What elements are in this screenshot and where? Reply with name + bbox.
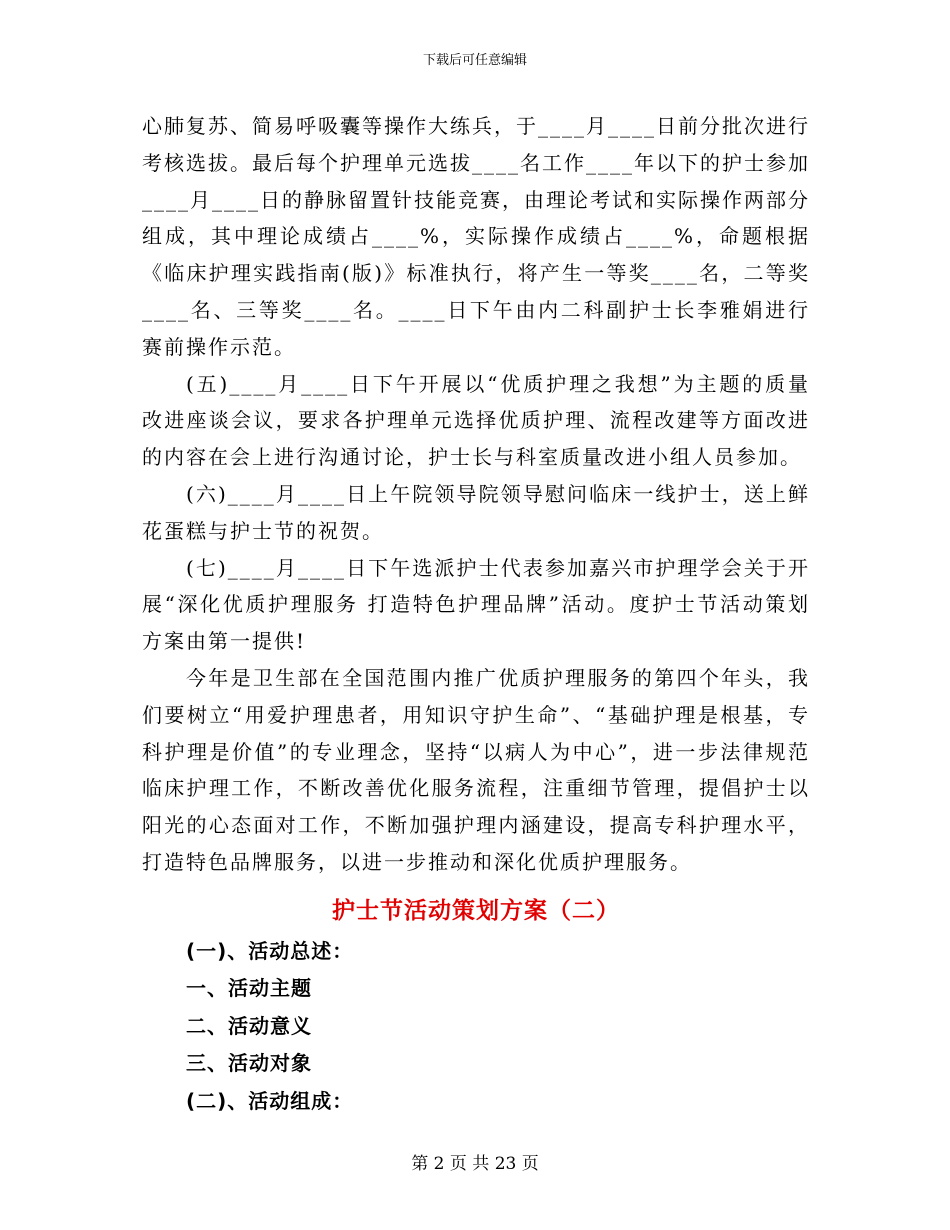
outline-item: (二)、活动组成： [186, 1088, 354, 1113]
document-body [142, 108, 810, 1120]
body-paragraph: (七)____月____日下午选派护士代表参加嘉兴市护理学会关于开展“深化优质护理服务 打造特色护理品牌”活动。度护士节活动策划方案由第一提供! [142, 555, 810, 654]
outline-item: 一、活动主题 [186, 976, 312, 1001]
page-number: 第 2 页 共 23 页 [411, 1154, 539, 1174]
body-paragraph: 心肺复苏、简易呼吸囊等操作大练兵，于____月____日前分批次进行考核选拔。最后每个护理单元选拔____名工作____年以下的护士参加____月____日的静脉留置针技能竞赛，由理论考试和实际操作两部分组成，其中理论成绩占____%，实际操作成绩占____%，命题根据《临床护理实践指南(版)》标准执行，将产生一等奖____名，二等奖____名、三等奖____名。____日下午由内二科副护士长李雅娟进行赛前操作示范。 [142, 114, 810, 359]
outline-item: (一)、活动总述： [186, 938, 354, 963]
outline-list [142, 933, 810, 1121]
section-title: 护士节活动策划方案（二） [332, 897, 620, 924]
body-paragraph: (五)____月____日下午开展以“优质护理之我想”为主题的质量改进座谈会议，要求各护理单元选择优质护理、流程改建等方面改进的内容在会上进行沟通讨论，护士长与科室质量改进小组人员参加。 [142, 371, 810, 470]
page-header: 下载后可任意编辑 [422, 53, 527, 68]
body-paragraph: 今年是卫生部在全国范围内推广优质护理服务的第四个年头，我们要树立“用爱护理患者，用知识守护生命”、“基础护理是根基，专科护理是价值”的专业理念，坚持“以病人为中心”，进一步法律规范临床护理工作，不断改善优化服务流程，注重细节管理，提倡护士以阳光的心态面对工作，不断加强护理内涵建设，提高专科护理水平，打造特色品牌服务，以进一步推动和深化优质护理服务。 [142, 665, 810, 874]
outline-item: 三、活动对象 [186, 1051, 312, 1076]
body-paragraph: (六)____月____日上午院领导院领导慰问临床一线护士，送上鲜花蛋糕与护士节的祝贺。 [142, 481, 810, 543]
outline-item: 二、活动意义 [186, 1013, 312, 1038]
